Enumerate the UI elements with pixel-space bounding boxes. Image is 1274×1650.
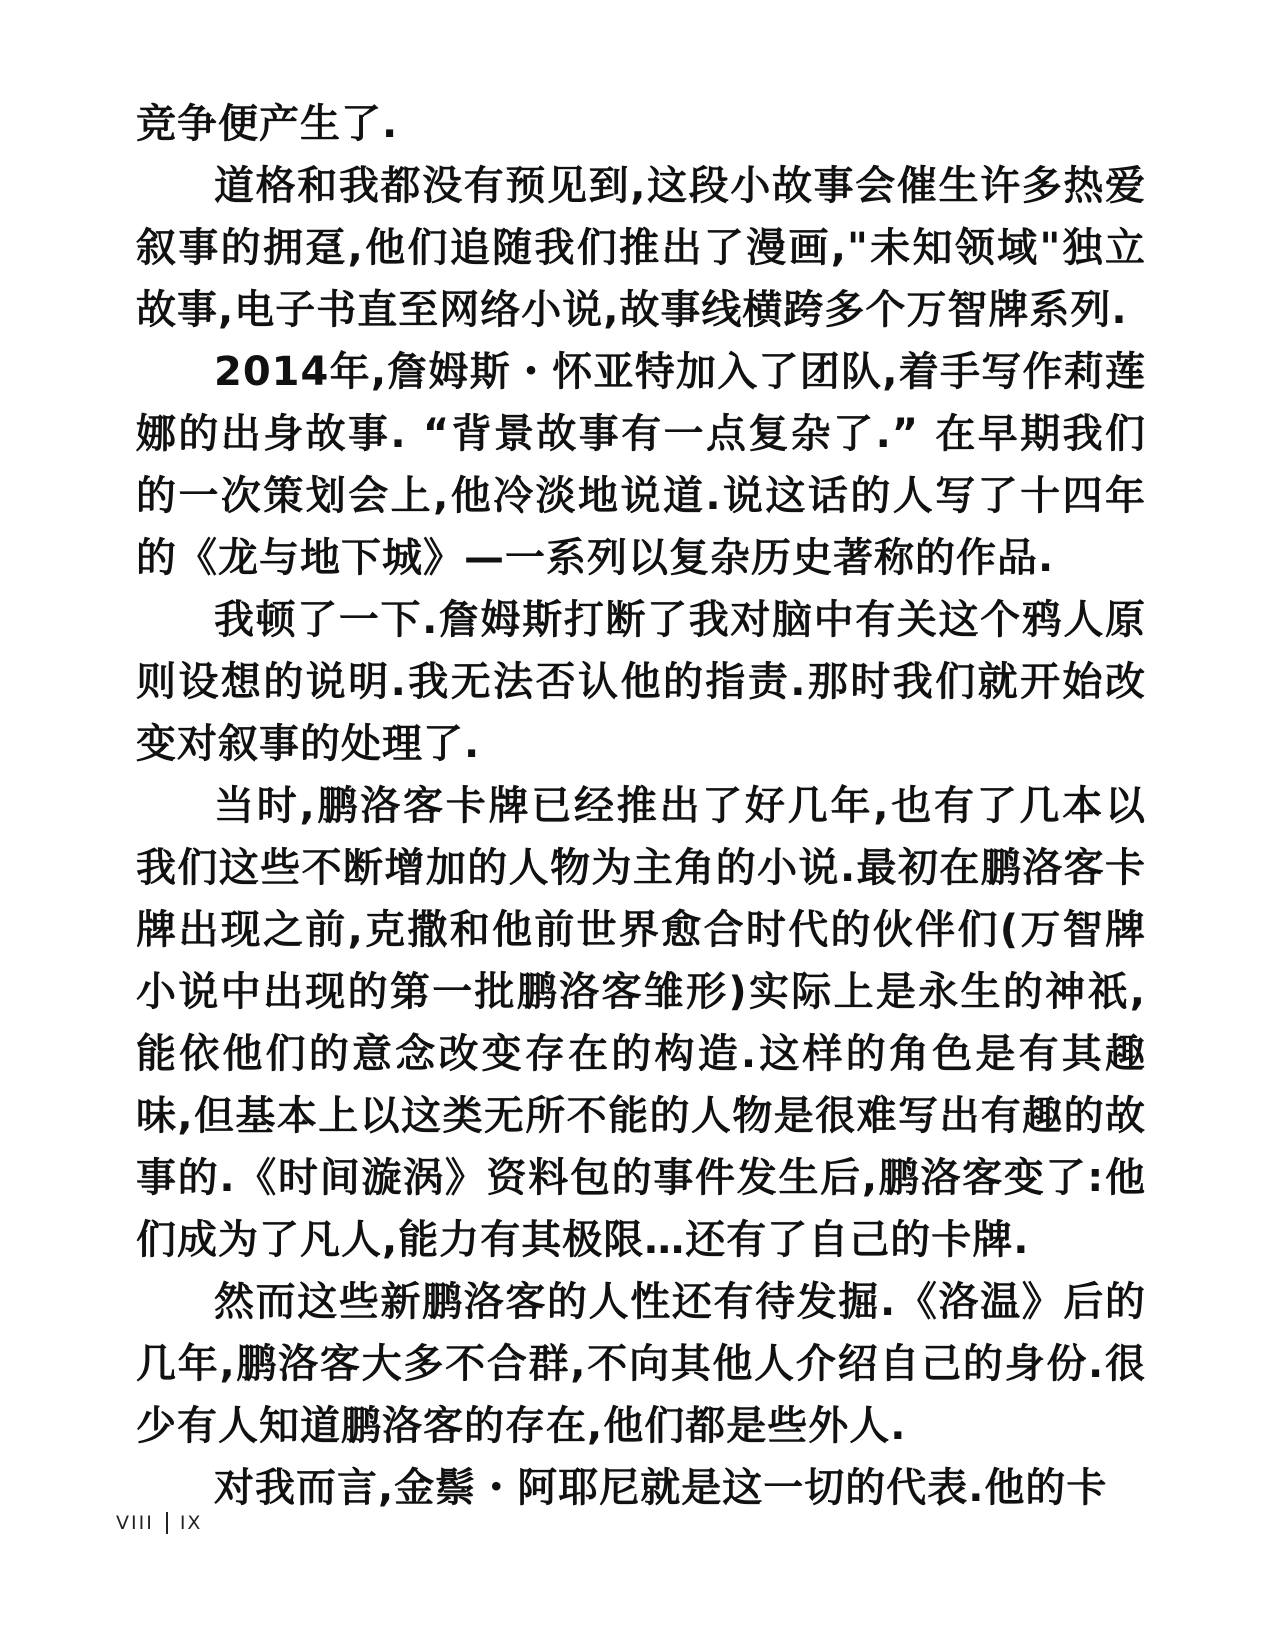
page-number-separator bbox=[166, 1512, 168, 1534]
right-page-number: IX bbox=[179, 1512, 203, 1534]
paragraph: 然而这些新鹏洛客的人性还有待发掘.《洛温》后的几年,鹏洛客大多不合群,不向其他人介绍自己的身份.很少有人知道鹏洛客的存在,他们都是些外人. bbox=[136, 1279, 1146, 1449]
paragraph: 我顿了一下.詹姆斯打断了我对脑中有关这个鸦人原则设想的说明.我无法否认他的指责.那时我们就开始改变对叙事的处理了. bbox=[136, 597, 1146, 767]
paragraph-continuation: 竞争便产生了. bbox=[136, 101, 399, 147]
left-page-number: VIII bbox=[116, 1512, 154, 1534]
paragraph: 道格和我都没有预见到,这段小故事会催生许多热爱叙事的拥趸,他们追随我们推出了漫画,"未知领域"独立故事,电子书直至网络小说,故事线横跨多个万智牌系列. bbox=[136, 163, 1146, 333]
page-number-footer bbox=[116, 1512, 202, 1534]
paragraph: 对我而言,金鬃・阿耶尼就是这一切的代表.他的卡 bbox=[214, 1465, 1108, 1511]
paragraph: 当时,鹏洛客卡牌已经推出了好几年,也有了几本以我们这些不断增加的人物为主角的小说.最初在鹏洛客卡牌出现之前,克撒和他前世界愈合时代的伙伴们(万智牌小说中出现的第一批鹏洛客雏形)实际上是永生的神祇,能依他们的意念改变存在的构造.这样的角色是有其趣味,但基本上以这类无所不能的人物是很难写出有趣的故事的.《时间漩涡》资料包的事件发生后,鹏洛客变了:他们成为了凡人,能力有其极限…还有了自己的卡牌. bbox=[136, 783, 1146, 1263]
paragraph: 2014年,詹姆斯・怀亚特加入了团队,着手写作莉莲娜的出身故事. “背景故事有一点复杂了.” 在早期我们的一次策划会上,他冷淡地说道.说这话的人写了十四年的《龙与地下城》—一系列以复杂历史著称的作品. bbox=[136, 349, 1146, 581]
body-text bbox=[136, 93, 1146, 1519]
